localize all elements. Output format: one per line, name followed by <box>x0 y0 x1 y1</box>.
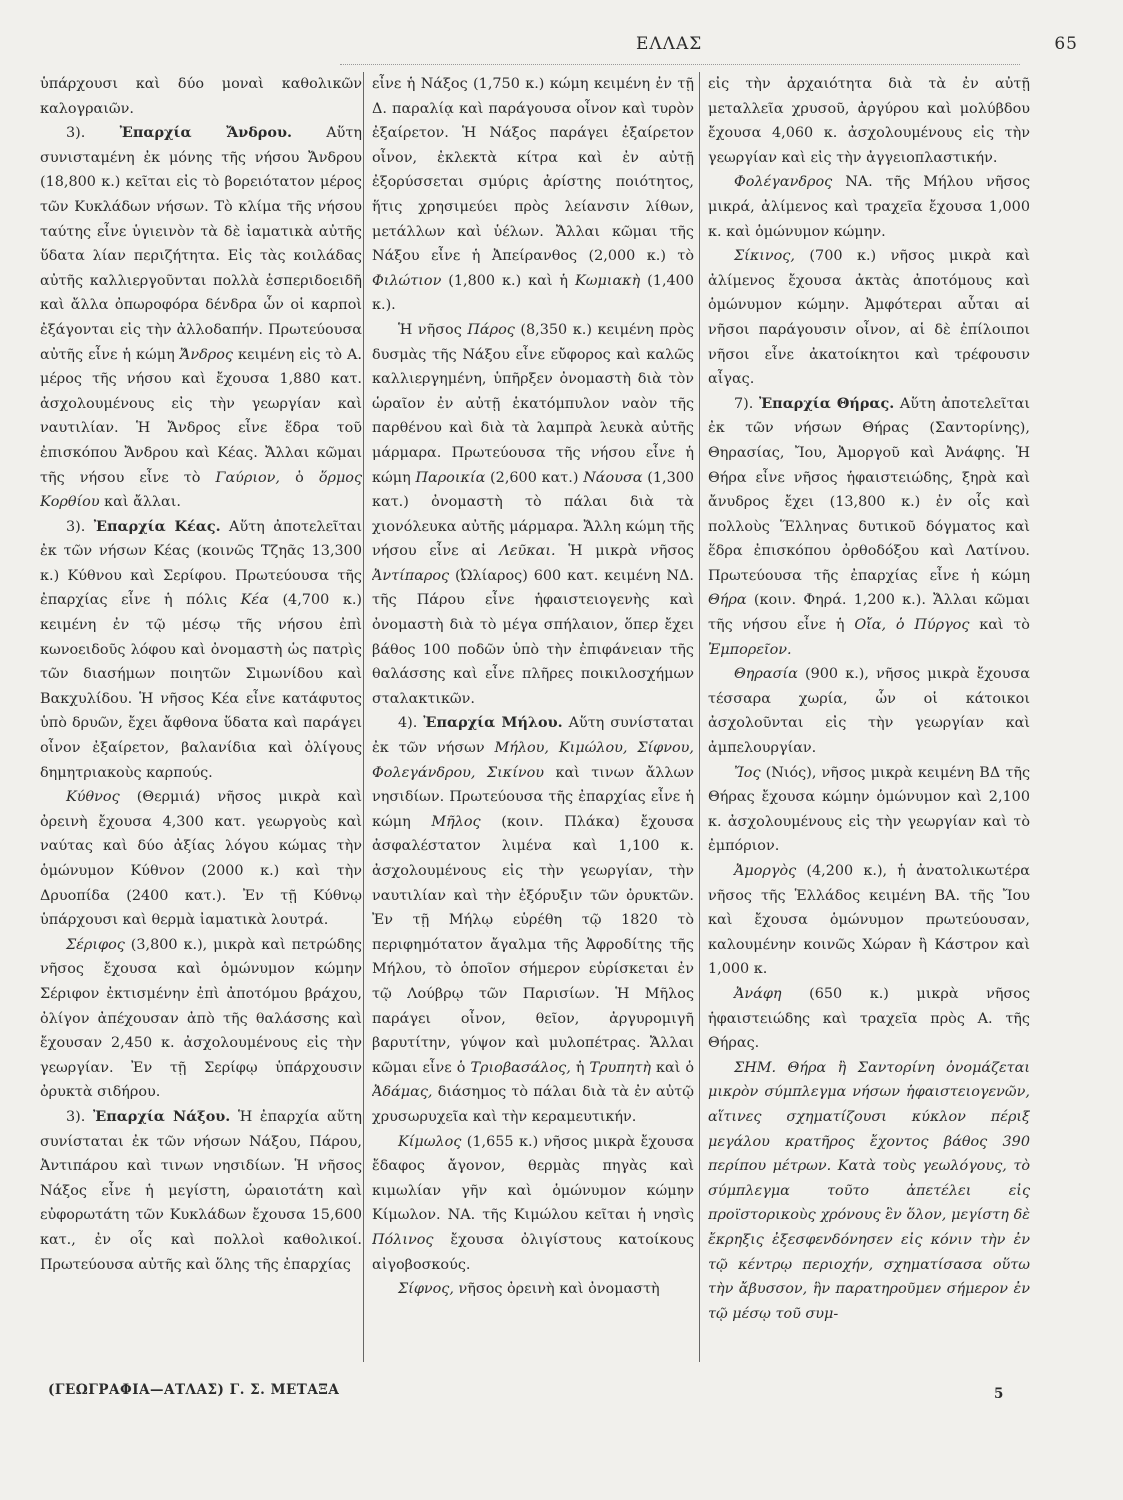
place-name: Τριοβασάλος, <box>470 1059 571 1076</box>
text: καὶ τινων ἄλλων νησιδίων. Πρωτεύουσα τῆς ἐπαρχίας εἶνε ἡ κώμη <box>372 764 694 830</box>
text: ἔχουσα ὀλιγίστους κατοίκους αἰγοβοσκούς. <box>372 1231 694 1273</box>
text: εἶνε ἡ Νάξος (1,750 κ.) κώμη κειμένη ἐν τῇ Δ. παραλίᾳ καὶ παράγουσα οἶνον καὶ τυρὸν ἐξαίρετον. Ἡ Νάξος παράγει ἐξαίρετον οἶνον, ἐκλεκτὰ κίτρα καὶ ἐν αὐτῇ ἐξορύσσεται σμύρις ἀρίστης ποιότητος, ἥτις χρησιμεύει πρὸς λείανσιν λίθων, μετάλλων καὶ ὑέλων. Ἄλλαι κῶμαι τῆς Νάξου εἶνε ἡ Ἀπείρανθος (2,000 κ.) τὸ <box>372 76 694 265</box>
section-heading: Ἐπαρχία Κέας. <box>93 517 221 535</box>
text: (1,655 κ.) νῆσος μικρὰ ἔχουσα ἔδαφος ἄγονον, θερμὰς πηγὰς καὶ κιμωλίαν γῆν καὶ ὁμώνυμον κώμην Κίμωλον. ΝΑ. τῆς Κιμώλου κεῖται ἡ νησὶς <box>372 1133 694 1224</box>
section-heading: Ἐπαρχία Νάξου. <box>93 1107 231 1125</box>
paragraph <box>40 72 362 121</box>
text: Ἡ ἐπαρχία αὕτη συνίσταται ἐκ τῶν νήσων Νάξου, Πάρου, Ἀντιπάρου καὶ τινων νησιδίων. Ἡ νῆσος Νάξος εἶνε ἡ μεγίστη, ὡραιοτάτη καὶ εὐφορωτάτη τῶν Κυκλάδων ἔχουσα 15,600 κατ., ἐν οἷς καὶ πολλοὶ καθολικοί. Πρωτεύουσα αὐτῆς καὶ ὅλης τῆς ἐπαρχίας <box>40 1108 362 1273</box>
text: Αὕτη συνισταμένη ἐκ μόνης τῆς νήσου Ἄνδρου (18,800 κ.) κεῖται εἰς τὸ βορειότατον μέρος τῶν Κυκλάδων νήσων. Τὸ κλίμα τῆς νήσου ταύτης εἶνε ὑγιεινὸν τὰ δὲ ἰαματικὰ αὐτῆς ὕδατα λίαν περιζήτητα. Εἰς τὰς κοιλάδας αὐτῆς καλλιεργοῦνται πολλὰ ἑσπεριδοειδῆ καὶ ἄλλα ὀπωροφόρα δένδρα ὧν οἱ καρποὶ ἐξάγονται εἰς τὴν ἀλλοδαπήν. Πρωτεύουσα αὐτῆς εἶνε ἡ κώμη <box>40 125 362 363</box>
text: Αὕτη ἀποτελεῖται ἐκ τῶν νήσων Θήρας (Σαντορίνης), Θηρασίας, Ἴου, Ἀμοργοῦ καὶ Ἀνάφης. Ἡ Θήρα εἶνε νῆσος ἡφαιστειώδης, ξηρὰ καὶ ἄνυδρος ἔχει (13,800 κ.) ἐν οἷς καὶ πολλοὺς Ἕλληνας δυτικοῦ δόγματος καὶ ἕδρα ἐπισκόπου ὀρθοδόξου καὶ Λατίνου. Πρωτεύουσα τῆς ἐπαρχίας εἶνε ἡ κώμη <box>708 395 1030 584</box>
place-name: Λεῦκαι. <box>499 543 556 560</box>
section-number: 4). <box>398 715 418 732</box>
place-name: Νάουσα <box>583 469 643 486</box>
place-name: Τρυπητὴ <box>589 1059 651 1076</box>
place-name: Σέριφος <box>66 936 125 953</box>
text: (700 κ.) νῆσος μικρὰ καὶ ἀλίμενος ἔχουσα ἀκτὰς ἀποτόμους καὶ ὁμώνυμον κώμην. Ἀμφότεραι αὗται αἱ νῆσοι παράγουσιν οἶνον, αἱ δὲ ἐπίλοιποι νῆσοι εἶνε ἀκατοίκητοι καὶ τρέφουσιν αἶγας. <box>708 248 1030 388</box>
place-name: Γαύριον, <box>215 469 280 486</box>
text: (2,600 κατ.) <box>490 469 579 486</box>
text: Ἡ νῆσος <box>398 321 462 338</box>
place-name: Φολέγανδρος <box>734 174 833 191</box>
column-divider <box>699 72 700 1362</box>
text: (1,400 κ.). <box>372 272 694 314</box>
paragraph <box>372 72 694 318</box>
running-head <box>360 30 1080 60</box>
section-heading: Ἐπαρχία Ἄνδρου. <box>119 124 292 142</box>
text: ὁ <box>295 469 304 486</box>
place-name: Θήρα <box>708 592 747 609</box>
paragraph <box>372 711 694 1129</box>
text-column-3 <box>708 72 1030 1364</box>
text: Αὕτη ἀποτελεῖται ἐκ τῶν νήσων Κέας (κοινῶς Τζηᾶς 13,300 κ.) Κύθνου καὶ Σερίφου. Πρωτεύουσα τῆς ἐπαρχίας εἶνε ἡ πόλις <box>40 518 362 609</box>
paragraph <box>708 982 1030 1056</box>
text: (4,200 κ.), ἡ ἀνατολικωτέρα νῆσος τῆς Ἑλλάδος κειμένη ΒΑ. τῆς Ἴου καὶ ἔχουσα ὁμώνυμον πρωτεύουσαν, καλουμένην κοινῶς Χώραν ἢ Κάστρον καὶ 1,000 κ. <box>708 863 1030 978</box>
place-name: Σίκινος, <box>734 248 795 265</box>
section-heading: Ἐπαρχία Θήρας. <box>758 394 895 412</box>
place-name: Φιλώτιον <box>372 272 442 289</box>
section-number: 3). <box>66 1108 86 1125</box>
text: (4,700 κ.) κειμένη ἐν τῷ μέσῳ τῆς νήσου ἐπὶ κωνοειδοῦς λόφου καὶ ὀνομαστὴ ὡς πατρὶς τῶν διασήμων ποιητῶν Σιμωνίδου καὶ Βακχυλίδου. Ἡ νῆσος Κέα εἶνε κατάφυτος ὑπὸ δρυῶν, ἔχει ἄφθονα ὕδατα καὶ παράγει οἶνον ἐξαίρετον, βαλανίδια καὶ ὀλίγους δημητριακοὺς καρπούς. <box>40 592 362 781</box>
note-text: ΣΗΜ. Θήρα ἢ Σαντορίνη ὀνομάζεται μικρὸν σύμπλεγμα νήσων ἡφαιστειογενῶν, αἵτινες σχηματίζουσι κύκλον πέριξ μεγάλου κρατῆρος ἔχοντος βάθος 390 περίπου μέτρων. Κατὰ τοὺς γεωλόγους, τὸ σύμπλεγμα τοῦτο ἀπετέλει εἰς προϊστορικοὺς χρόνους ἓν ὅλον, μεγίστη δὲ ἔκρηξις ἐξεσφενδόνησεν εἰς κόνιν τὴν ἐν τῷ κέντρῳ περιοχήν, σχηματίσασα οὕτω τὴν ἄβυσσον, ἣν παρατηροῦμεν σήμερον ἐν τῷ μέσῳ τοῦ συμ- <box>708 1059 1030 1322</box>
signature-mark: 5 <box>994 1386 1004 1402</box>
text: καὶ ὁ <box>655 1059 694 1076</box>
place-name: Κύθνος <box>66 789 120 806</box>
paragraph <box>40 785 362 933</box>
section-heading: Ἐπαρχία Μήλου. <box>423 714 563 732</box>
text: (κοιν. Πλάκα) ἔχουσα ἀσφαλέστατον λιμένα καὶ 1,100 κ. ἀσχολουμένους εἰς τὴν γεωργίαν, τὴν ναυτιλίαν καὶ τὴν ἐξόρυξιν τῶν ὀρυκτῶν. Ἐν τῇ Μήλῳ εὑρέθη τῷ 1820 τὸ περιφημότατον ἄγαλμα τῆς Ἀφροδίτης τῆς Μήλου, τὸ ὁποῖον σήμερον εὑρίσκεται ἐν τῷ Λούβρῳ τῶν Παρισίων. Ἡ Μῆλος παράγει οἶνον, θεῖον, ἀργυρομιγῆ βαρυτίτην, γύψον καὶ μυλοπέτρας. Ἄλλαι κῶμαι εἶνε ὁ <box>372 813 694 1076</box>
place-name: Παροικία <box>415 469 486 486</box>
place-name: Κίμωλος <box>398 1133 462 1150</box>
text: καὶ ἄλλαι. <box>104 494 181 511</box>
paragraph <box>708 170 1030 244</box>
place-name: Μήλου, Κιμώλου, Σίφνου, Φολεγάνδρου, Σικίνου <box>372 740 694 781</box>
paragraph <box>708 761 1030 859</box>
paragraph <box>40 121 362 515</box>
text: ὑπάρχουσι καὶ δύο μοναὶ καθολικῶν καλογραιῶν. <box>40 76 362 117</box>
note-paragraph <box>708 1056 1030 1327</box>
text-column-1 <box>40 72 362 1364</box>
text: καὶ τὸ <box>979 617 1030 634</box>
text: διάσημος τὸ πάλαι διὰ τὰ ἐν αὐτῷ χρυσωρυχεῖα καὶ τὴν κεραμευτικήν. <box>372 1084 694 1125</box>
text: κειμένη εἰς τὸ Α. μέρος τῆς νήσου καὶ ἔχουσα 1,880 κατ. ἀσχολουμένους εἰς τὴν γεωργίαν καὶ ναυτιλίαν. Ἡ Ἄνδρος εἶνε ἕδρα τοῦ ἐπισκόπου Ἄνδρου καὶ Κέας. Ἄλλαι κῶμαι τῆς νήσου εἶνε τὸ <box>40 346 362 486</box>
place-name: Πόλινος <box>372 1231 434 1248</box>
place-name: Σίφνος, <box>398 1281 454 1298</box>
text: (900 κ.), νῆσος μικρὰ ἔχουσα τέσσαρα χωρία, ὧν οἱ κάτοικοι ἀσχολοῦνται εἰς τὴν γεωργίαν καὶ ἀμπελουργίαν. <box>708 666 1030 757</box>
place-name: ὅρμος Κορθίου <box>40 469 362 511</box>
paragraph <box>708 662 1030 760</box>
place-name: Μῆλος <box>431 813 481 830</box>
section-number: 3). <box>66 518 86 535</box>
text: Αὕτη συνίσταται ἐκ τῶν νήσων <box>372 715 694 757</box>
text: (3,800 κ.), μικρὰ καὶ πετρώδης νῆσος ἔχουσα καὶ ὁμώνυμον κώμην Σέριφον ἐκτισμένην ἐπὶ ἀποτόμου βράχου, ὀλίγον ἀπέχουσαν ἀπὸ τῆς θαλάσσης καὶ ἔχουσαν 2,450 κ. ἀσχολουμένους εἰς τὴν γεωργίαν. Ἐν τῇ Σερίφῳ ὑπάρχουσιν ὀρυκτὰ σιδήρου. <box>40 936 362 1101</box>
place-name: Θηρασία <box>734 666 798 683</box>
text: ἡ <box>575 1059 585 1076</box>
paragraph <box>708 72 1030 170</box>
section-number: 7). <box>734 395 754 412</box>
page-number: 65 <box>1054 34 1078 54</box>
place-name: Ἀντίπαρος <box>372 567 450 584</box>
place-name: Ἀμοργὸς <box>734 863 797 879</box>
place-name: Ἐμπορεῖον. <box>708 641 792 658</box>
place-name: Κωμιακὴ <box>574 272 641 289</box>
paragraph <box>708 244 1030 392</box>
paragraph <box>40 1105 362 1277</box>
paragraph <box>372 1277 694 1302</box>
text: ΝΑ. τῆς Μήλου νῆσος μικρά, ἀλίμενος καὶ τραχεῖα ἔχουσα 1,000 κ. καὶ ὁμώνυμον κώμην. <box>708 174 1030 240</box>
page-footer <box>40 1382 1040 1406</box>
header-rule <box>340 64 1020 65</box>
text: (Θερμιά) νῆσος μικρὰ καὶ ὀρεινὴ ἔχουσα 4,300 κατ. γεωργοὺς καὶ ναύτας καὶ δύο ἀξίας λόγου κώμας τὴν ὁμώνυμον Κύθνον (2000 κ.) καὶ τὴν Δρυοπίδα (2400 κατ.). Ἐν τῇ Κύθνῳ ὑπάρχουσι καὶ θερμὰ ἰαματικὰ λουτρά. <box>40 789 362 929</box>
running-title: ΕΛΛΑΣ <box>636 34 703 54</box>
footer-credit: (ΓΕΩΓΡΑΦΙΑ—ΑΤΛΑΣ) Γ. Σ. ΜΕΤΑΞΑ <box>48 1382 340 1398</box>
text-column-2 <box>372 72 694 1364</box>
paragraph <box>40 933 362 1105</box>
text: Ἡ μικρὰ νῆσος <box>568 543 694 560</box>
place-name: Οἴα, ὁ Πύργος <box>854 617 970 634</box>
text: (8,350 κ.) κειμένη πρὸς δυσμὰς τῆς Νάξου εἶνε εὔφορος καὶ καλῶς καλλιεργημένη, ὑπῆρξεν ὀνομαστὴ διὰ τὸν ὡραῖον ἐν αὐτῇ ἑκατόμπυλον ναὸν τῆς παρθένου καὶ διὰ τὰ λαμπρὰ λευκὰ αὐτῆς μάρμαρα. Πρωτεύουσα τῆς νήσου εἶνε ἡ κώμη <box>372 321 694 486</box>
text: (650 κ.) μικρὰ νῆσος ἡφαιστειώδης καὶ τραχεῖα πρὸς Α. τῆς Θήρας. <box>708 985 1030 1052</box>
paragraph <box>708 392 1030 663</box>
text: νῆσος ὀρεινὴ καὶ ὀνομαστὴ <box>458 1281 660 1298</box>
text: (κοιν. Φηρά. 1,200 κ.). Ἄλλαι κῶμαι τῆς νήσου εἶνε ἡ <box>708 592 1030 634</box>
place-name: Ἀδάμας, <box>372 1084 433 1101</box>
paragraph <box>708 859 1030 982</box>
text: (1,800 κ.) καὶ ἡ <box>448 272 569 289</box>
text: (1,300 κατ.) ὀνομαστὴ τὸ πάλαι διὰ τὰ χιονόλευκα αὐτῆς μάρμαρα. Ἄλλη κώμη τῆς νήσου εἶνε αἱ <box>372 469 694 560</box>
text: εἰς τὴν ἀρχαιότητα διὰ τὰ ἐν αὐτῇ μεταλλεῖα χρυσοῦ, ἀργύρου καὶ μολύβδου ἔχουσα 4,060 κ. ἀσχολουμένους εἰς τὴν γεωργίαν καὶ εἰς τὴν ἀγγειοπλαστικήν. <box>708 76 1030 166</box>
text: (Ὠλίαρος) 600 κατ. κειμένη ΝΔ. τῆς Πάρου εἶνε ἡφαιστειογενὴς καὶ ὀνομαστὴ διὰ τὸ μέγα σπήλαιον, ὅπερ ἔχει βάθος 100 ποδῶν ὑπὸ τὴν ἐπιφάνειαν τῆς θαλάσσης καὶ εἶνε πλῆρες ποικιλοσχήμων σταλακτικῶν. <box>372 567 694 707</box>
text: (Νιός), νῆσος μικρὰ κειμένη ΒΔ τῆς Θήρας ἔχουσα κώμην ὁμώνυμον καὶ 2,100 κ. ἀσχολουμένους εἰς τὴν γεωργίαν καὶ τὸ ἐμπόριον. <box>708 764 1030 855</box>
section-number: 3). <box>66 125 86 142</box>
place-name: Ἀνάφη <box>734 985 782 1002</box>
paragraph <box>40 515 362 786</box>
paragraph <box>372 1130 694 1278</box>
place-name: Ἄνδρος <box>179 346 233 363</box>
place-name: Πάρος <box>467 321 515 338</box>
column-divider <box>363 72 364 1362</box>
paragraph <box>372 318 694 712</box>
place-name: Ἴος <box>734 764 761 781</box>
place-name: Κέα <box>240 592 269 609</box>
